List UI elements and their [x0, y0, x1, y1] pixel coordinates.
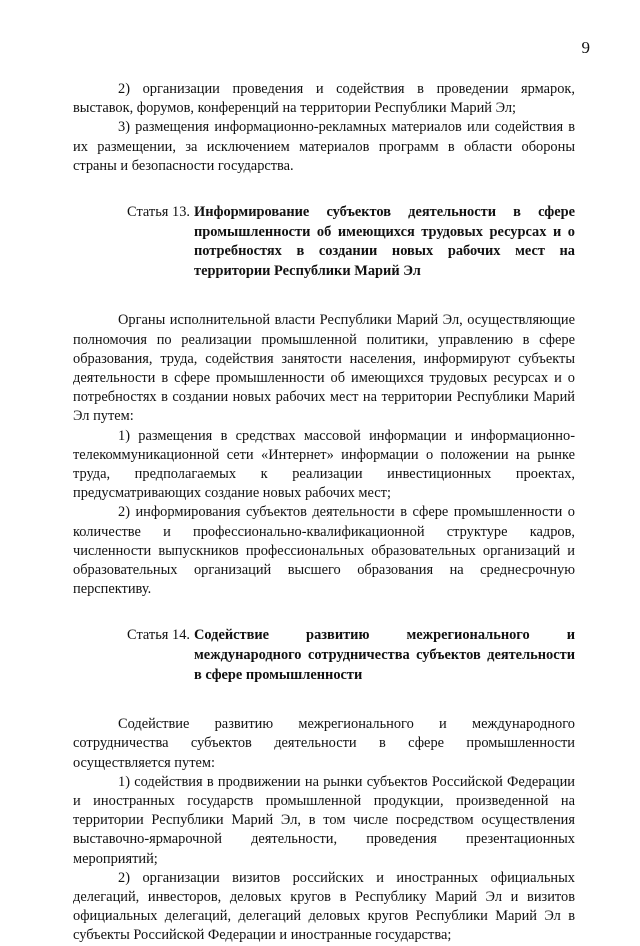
article-14-paragraph: Содействие развитию межрегионального и международного сотрудничества субъектов деятельности в сфере промышленности осуществляется путем: — [73, 716, 575, 771]
article-13-item-2: 2) информирования субъектов деятельности в сфере промышленности о количестве и профессионально-квалификационной структуре кадров, численности выпускников профессиональных образовательных организаций и образовательных организаций высшего образования на среднесрочную перспективу. — [73, 504, 575, 598]
page-number: 9 — [581, 38, 590, 57]
intro-item-3: 3) размещения информационно-рекламных материалов или содействия в их размещении, за исключением материалов программ в области обороны страны и безопасности государства. — [73, 119, 575, 174]
article-13-title: Информирование субъектов деятельности в сфере промышленности об имеющихся трудовых ресурсах и о потребностях в создании новых рабочих мест на территории Республики Марий Эл — [194, 204, 575, 279]
article-14-item-2: 2) организации визитов российских и иностранных официальных делегаций, инвесторов, деловых кругов в Республику Марий Эл и визитов официальных делегаций, делегаций деловых кругов Республики Марий Эл в субъекты Российской Федерации и иностранные государства; — [73, 869, 575, 944]
article-14-title: Содействие развитию межрегионального и международного сотрудничества субъектов деятельности в сфере промышленности — [194, 627, 575, 683]
article-13-item-1: 1) размещения в средствах массовой информации и информационно-телекоммуникационной сети «Интернет» информации о положении на рынке труда, предполагаемых к реализации инвестиционных проектах, предусматривающих создание новых рабочих мест; — [73, 427, 575, 502]
article-13-paragraph: Органы исполнительной власти Республики Марий Эл, осуществляющие полномочия по реализации промышленной политики, управлению в сфере образования, труда, содействия занятости населения, информируют субъекты деятельности в сфере промышленности об имеющихся трудовых ресурсах и о потребностях в создании новых рабочих мест на территории Республики Марий Эл путем: — [73, 312, 575, 425]
article-14-label: Статья 14. — [127, 627, 190, 644]
article-13-label: Статья 13. — [127, 204, 190, 221]
intro-item-2: 2) организации проведения и содействия в проведении ярмарок, выставок, форумов, конференций на территории Республики Марий Эл; — [73, 81, 575, 117]
document-body — [73, 80, 575, 946]
article-14-heading — [73, 626, 575, 685]
article-13-heading — [73, 203, 575, 281]
article-14-item-1: 1) содействия в продвижении на рынки субъектов Российской Федерации и иностранных государств промышленной продукции, произведенной на территории Республики Марий Эл, в том числе посредством осуществления выставочно-ярмарочной деятельности, проведения презентационных мероприятий; — [73, 773, 575, 867]
